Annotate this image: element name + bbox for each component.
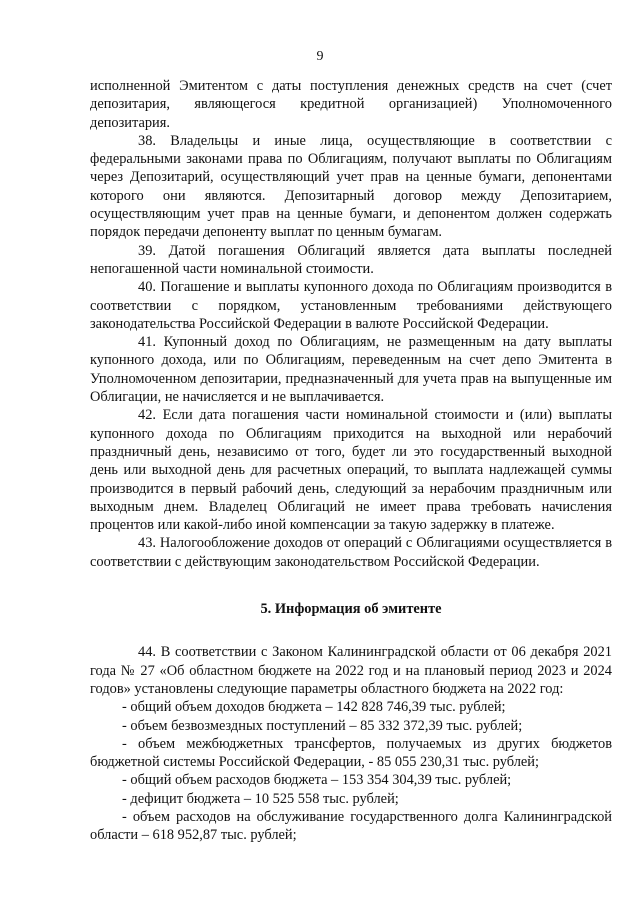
paragraph-42: 42. Если дата погашения части номинальной стоимости и (или) выплаты купонного дохода по Облигациям приходится на выходной или нерабочий праздничный день, независимо от того, будет ли это государственный выходной день или выходной день для расчетных операций, то выплата надлежащей суммы производится в первый рабочий день, следующий за нерабочим праздничным или выходным днем. Владелец Облигаций не имеет права требовать начисления процентов или какой-либо иной компенсации за такую задержку в платеже. bbox=[90, 407, 612, 534]
budget-item-expenses: - общий объем расходов бюджета – 153 354 304,39 тыс. рублей; bbox=[122, 772, 512, 789]
document-body bbox=[90, 77, 612, 845]
paragraph-43: 43. Налогообложение доходов от операций с Облигациями осуществляется в соответствии с действующим законодательством Российской Федерации. bbox=[90, 535, 612, 570]
budget-item-debt-service: - объем расходов на обслуживание государственного долга Калининградской области – 618 952,87 тыс. рублей; bbox=[90, 808, 612, 844]
budget-item-deficit: - дефицит бюджета – 10 525 558 тыс. рублей; bbox=[122, 790, 399, 807]
paragraph-41: 41. Купонный доход по Облигациям, не размещенным на дату выплаты купонного дохода, или по Облигациям, переведенным на счет депо Эмитента в Уполномоченном депозитарии, предназначенный для учета прав на выпущенные им Облигации, не начисляется и не выплачивается. bbox=[90, 334, 612, 406]
section-heading: 5. Информация об эмитенте bbox=[260, 601, 442, 618]
paragraph-39: 39. Датой погашения Облигаций является дата выплаты последней непогашенной части номинальной стоимости. bbox=[90, 242, 612, 277]
paragraph-44: 44. В соответствии с Законом Калининградской области от 06 декабря 2021 года № 27 «Об областном бюджете на 2022 год и на плановый период 2023 и 2024 годов» установлены следующие параметры областного бюджета на 2022 год: bbox=[90, 644, 612, 697]
paragraph-40: 40. Погашение и выплаты купонного дохода по Облигациям производится в соответствии с порядком, установленным требованиями действующего законодательства Российской Федерации в валюте Российской Федерации. bbox=[90, 279, 612, 332]
page-number: 9 bbox=[316, 49, 324, 64]
paragraph-continuation: исполненной Эмитентом с даты поступления денежных средств на счет (счет депозитария, являющегося кредитной организацией) Уполномоченного депозитария. bbox=[90, 78, 612, 131]
budget-item-transfers: - объем межбюджетных трансфертов, получаемых из других бюджетов бюджетной системы Российской Федерации, - 85 055 230,31 тыс. рублей; bbox=[90, 735, 612, 771]
budget-item-grants: - объем безвозмездных поступлений – 85 332 372,39 тыс. рублей; bbox=[122, 717, 523, 734]
budget-item-revenue: - общий объем доходов бюджета – 142 828 746,39 тыс. рублей; bbox=[122, 699, 506, 716]
paragraph-38: 38. Владельцы и иные лица, осуществляющие в соответствии с федеральными законами права по Облигациям, получают выплаты по Облигациям через Депозитарий, осуществляющий учет прав на ценные бумаги, депонентами которого они являются. Депозитарный договор между Депозитарием, осуществляющим учет прав на ценные бумаги, и депонентом должен содержать порядок передачи депоненту выплат по ценным бумагам. bbox=[90, 132, 612, 241]
